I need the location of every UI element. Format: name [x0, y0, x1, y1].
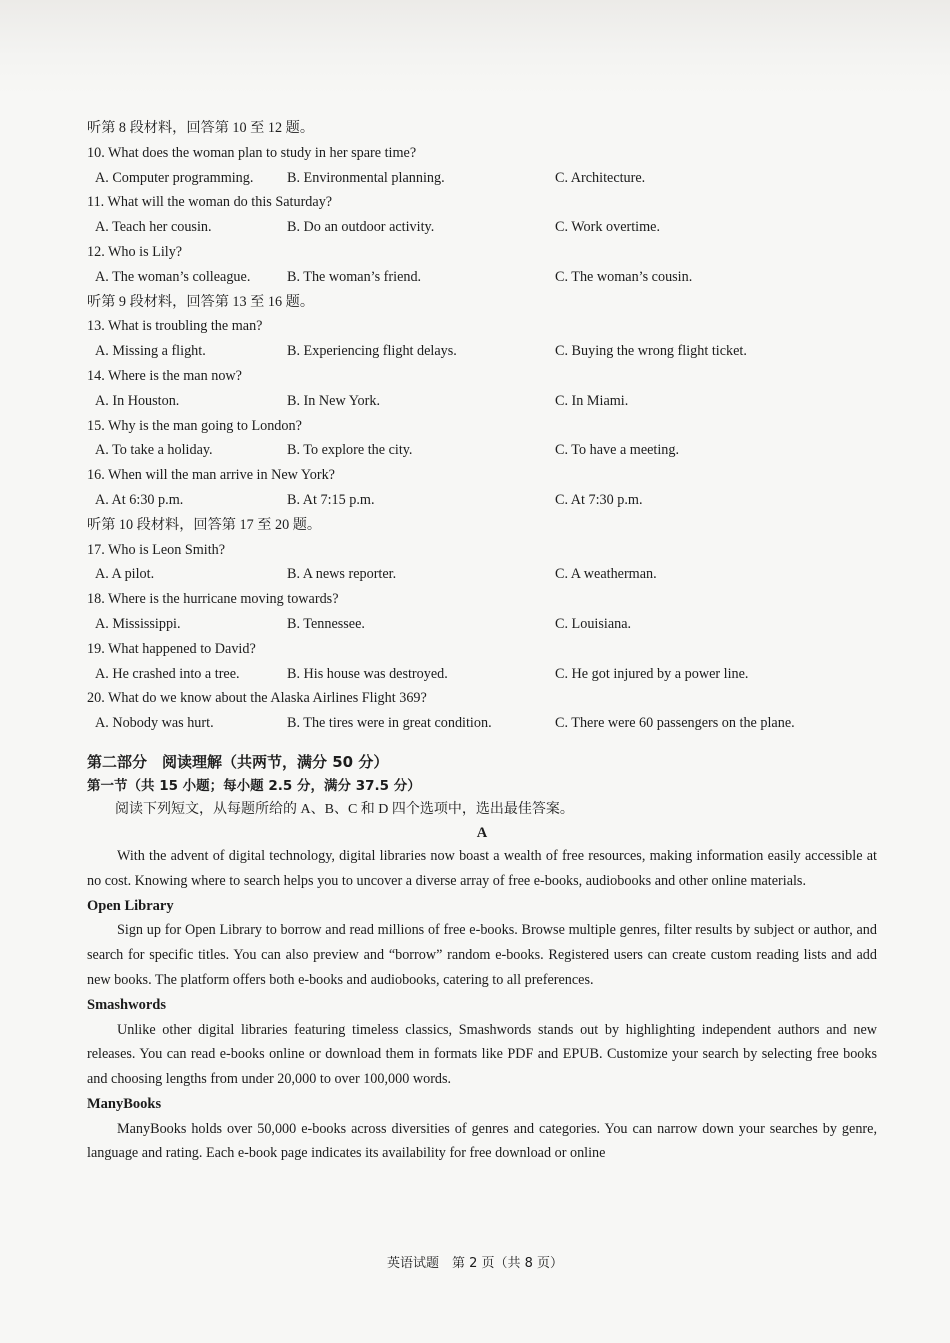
- section-text-manybooks: ManyBooks holds over 50,000 e-books across diversities of genres and categories. You can narrow down your searches by genre, language and rating. Each e-book page indicates its availability for free download or online: [87, 1120, 877, 1162]
- option-a: A. To take a holiday.: [95, 442, 213, 459]
- option-c: C. A weatherman.: [555, 566, 657, 583]
- part-two-title: 第二部分 阅读理解（共两节，满分 50 分）: [87, 752, 389, 771]
- option-c: C. Louisiana.: [555, 615, 632, 632]
- page-footer: 英语试题 第 2 页（共 8 页）: [386, 1256, 564, 1271]
- group-header-8: 听第 8 段材料，回答第 10 至 12 题。: [87, 120, 315, 136]
- option-c: C. To have a meeting.: [555, 442, 680, 459]
- page-content: [87, 116, 877, 1166]
- option-a: A. Nobody was hurt.: [95, 715, 214, 732]
- option-b: B. Do an outdoor activity.: [287, 219, 435, 236]
- option-c: C. Work overtime.: [555, 219, 660, 236]
- reading-instruction: 阅读下列短文，从每题所给的 A、B、C 和 D 四个选项中，选出最佳答案。: [115, 801, 574, 817]
- option-b: B. At 7:15 p.m.: [287, 491, 375, 508]
- option-a: A. At 6:30 p.m.: [95, 491, 184, 508]
- options-row: [87, 562, 877, 587]
- options-row: [87, 389, 877, 414]
- option-b: B. Environmental planning.: [287, 169, 445, 186]
- option-a: A. He crashed into a tree.: [95, 665, 240, 682]
- option-c: C. At 7:30 p.m.: [555, 491, 643, 508]
- options-row: [87, 662, 877, 687]
- question-stem: 10. What does the woman plan to study in her spare time?: [87, 144, 417, 161]
- question-stem: 14. Where is the man now?: [87, 367, 242, 384]
- question-stem: 16. When will the man arrive in New York?: [87, 467, 335, 484]
- option-c: C. Buying the wrong flight ticket.: [555, 343, 747, 360]
- passage-label: A: [476, 824, 488, 841]
- option-b: B. In New York.: [287, 392, 381, 409]
- option-b: B. The woman’s friend.: [287, 268, 422, 285]
- section-heading-manybooks: ManyBooks: [87, 1095, 162, 1112]
- options-row: [87, 438, 877, 463]
- options-row: [87, 265, 877, 290]
- options-row: [87, 711, 877, 736]
- section-heading-open-library: Open Library: [87, 897, 174, 914]
- section-one-title: 第一节（共 15 小题；每小题 2.5 分，满分 37.5 分）: [87, 777, 421, 794]
- option-a: A. The woman’s colleague.: [95, 268, 251, 285]
- section-heading-smashwords: Smashwords: [87, 996, 166, 1013]
- option-c: C. The woman’s cousin.: [555, 268, 693, 285]
- option-c: C. There were 60 passengers on the plane.: [555, 715, 795, 732]
- option-a: A. Mississippi.: [95, 615, 181, 632]
- question-stem: 18. Where is the hurricane moving towards?: [87, 591, 339, 608]
- question-stem: 13. What is troubling the man?: [87, 318, 263, 335]
- group-header-9: 听第 9 段材料，回答第 13 至 16 题。: [87, 293, 315, 310]
- question-stem: 12. Who is Lily?: [87, 243, 183, 260]
- options-row: [87, 612, 877, 637]
- scan-shadow: [0, 0, 950, 95]
- option-c: C. Architecture.: [555, 169, 646, 186]
- passage-intro: With the advent of digital technology, digital libraries now boast a wealth of free resources, making information easily accessible at no cost. Knowing where to search helps you to uncover a diverse array of free e-books, audiobooks and other online materials.: [87, 847, 877, 889]
- options-row: [87, 215, 877, 240]
- option-b: B. To explore the city.: [287, 442, 413, 459]
- question-stem: 17. Who is Leon Smith?: [87, 541, 226, 558]
- options-row: [87, 166, 877, 191]
- options-row: [87, 339, 877, 364]
- option-a: A. Teach her cousin.: [95, 219, 212, 236]
- option-a: A. In Houston.: [95, 392, 180, 409]
- question-stem: 20. What do we know about the Alaska Airlines Flight 369?: [87, 690, 427, 707]
- options-row: [87, 488, 877, 513]
- section-text-open-library: Sign up for Open Library to borrow and read millions of free e-books. Browse multiple genres, filter results by subject or author, and search for specific titles. You can also preview and “borrow” random e-books. Registered users can create custom reading lists and add new books. The platform offers both e-books and audiobooks, catering to all preferences.: [87, 922, 877, 988]
- option-a: A. Missing a flight.: [95, 343, 206, 360]
- question-stem: 11. What will the woman do this Saturday?: [87, 194, 333, 211]
- question-stem: 15. Why is the man going to London?: [87, 417, 302, 434]
- option-a: A. A pilot.: [95, 566, 155, 583]
- section-text-smashwords: Unlike other digital libraries featuring timeless classics, Smashwords stands out by highlighting independent authors and new releases. You can read e-books online or download them in formats like PDF and EPUB. Customize your search by selecting free books and choosing lengths from under 20,000 to over 100,000 words.: [87, 1021, 877, 1088]
- option-a: A. Computer programming.: [95, 169, 254, 186]
- option-b: B. His house was destroyed.: [287, 665, 448, 682]
- question-stem: 19. What happened to David?: [87, 640, 256, 657]
- group-header-10: 听第 10 段材料，回答第 17 至 20 题。: [87, 516, 322, 533]
- option-b: B. Tennessee.: [287, 615, 365, 632]
- option-b: B. The tires were in great condition.: [287, 715, 492, 732]
- option-b: B. Experiencing flight delays.: [287, 343, 457, 360]
- option-c: C. In Miami.: [555, 392, 629, 409]
- option-c: C. He got injured by a power line.: [555, 665, 749, 682]
- option-b: B. A news reporter.: [287, 566, 397, 583]
